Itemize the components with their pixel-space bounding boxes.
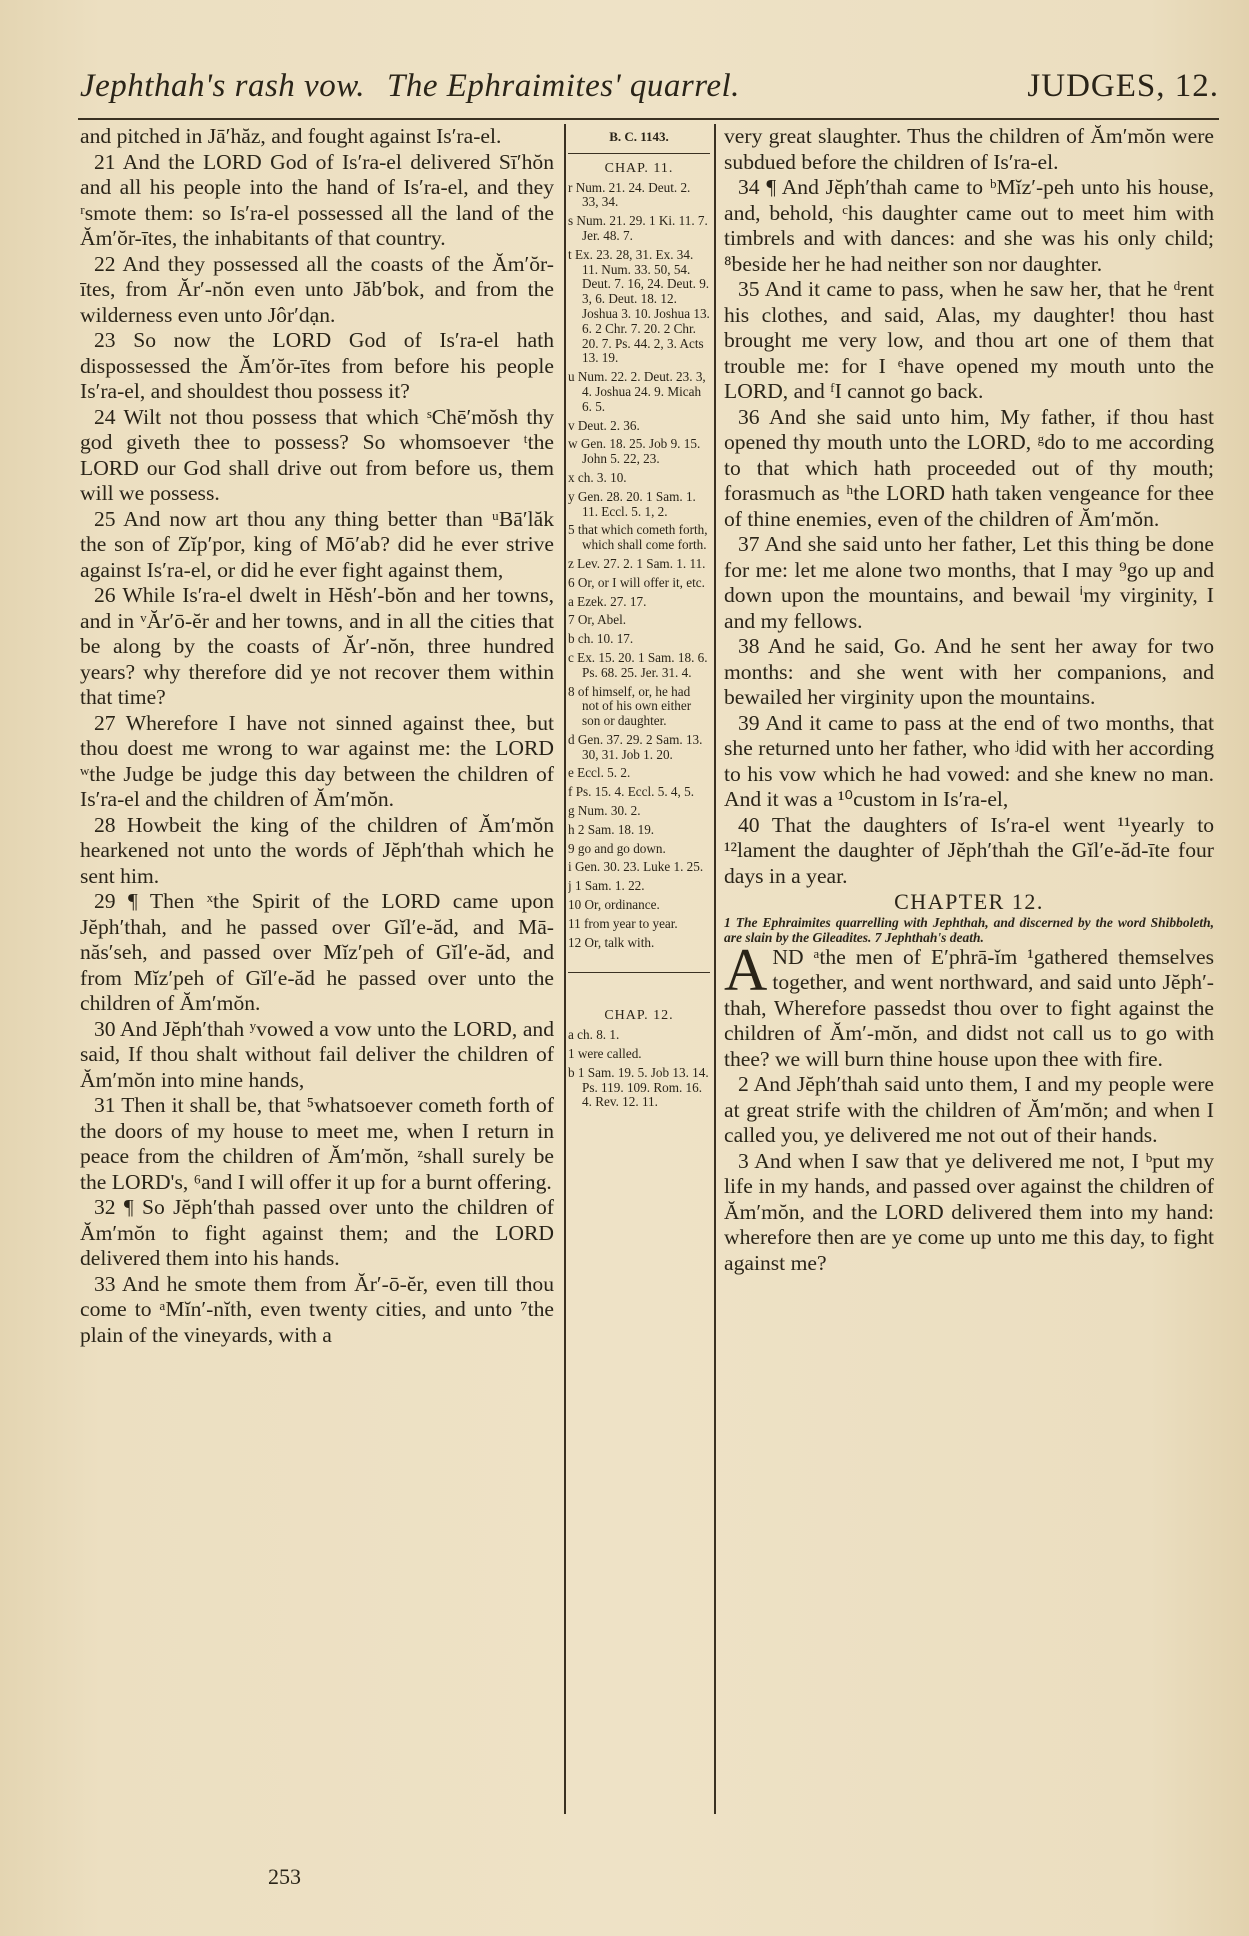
cross-reference: 9 go and go down. <box>568 840 666 856</box>
verse: 25 And now art thou any thing better than ᵘBā′lăk the son of Zĭp′por, king of Mō′ab? did he ever strive against Is′ra-el, or did he ever fight against them, <box>80 506 554 582</box>
verse: 3 And when I saw that ye delivered me not, I ᵇput my life in my hands, and passed over against the children of Ăm′mŏn, and the LORD delivered them into my hand: wherefore then are ye come up unto me this day, to fight against me? <box>724 1148 1214 1275</box>
cross-reference: j 1 Sam. 1. 22. <box>568 878 645 894</box>
cross-reference: w Gen. 18. 25. Job 9. 15. John 5. 22, 23. <box>568 436 701 467</box>
verse: 40 That the daughters of Is′ra-el went ¹¹yearly to ¹²lament the daughter of Jĕph′thah the Gĭl′e-ăd-īte four days in a year. <box>724 812 1214 888</box>
chapter-ref-divider <box>568 972 710 973</box>
page-number: 253 <box>268 1864 301 1889</box>
cross-reference: 11 from year to year. <box>568 915 678 931</box>
cross-reference: u Num. 22. 2. Deut. 23. 3, 4. Joshua 24. 9. Micah 6. 5. <box>568 369 706 414</box>
cross-reference: 5 that which cometh forth, which shall come forth. <box>568 522 708 553</box>
verse: 35 And it came to pass, when he saw her, that he ᵈrent his clothes, and said, Alas, my daughter! thou hast brought me very low, and thou art one of them that trouble me: for I ᵉhave opened my mouth unto the LORD, and ᶠI cannot go back. <box>724 277 1214 403</box>
header-topic-2: The Ephraimites' quarrel. <box>387 68 740 104</box>
verse: 23 So now the LORD God of Is′ra-el hath dispossessed the Ăm′ŏr-ītes from before his people Is′ra-el, and shouldest thou possess it? <box>80 328 554 403</box>
verse: 39 And it came to pass at the end of two months, that she returned unto her father, who ʲdid with her according to his vow which he had vowed: and she knew no man. And it was a ¹⁰custom in Is′ra-el, <box>724 710 1214 811</box>
verse: 29 ¶ Then ˣthe Spirit of the LORD came upon Jĕph′thah, and he passed over Gĭl′e-ăd, and Mā-năs′seh, and passed over Mĭz′peh of Gĭl′e-ăd, and from Mĭz′peh of Gĭl′e-ăd he passed over unto the children of Ăm′mŏn. <box>80 889 554 1015</box>
verse: 37 And she said unto her father, Let this thing be done for me: let me alone two months, that I may ⁹go up and down upon the mountains, and bewail ⁱmy virginity, I and my fellows. <box>724 532 1214 633</box>
cross-reference: h 2 Sam. 18. 19. <box>568 821 655 837</box>
cross-reference: 8 of himself, or, he had not of his own either son or daughter. <box>568 683 692 729</box>
verse: 38 And he said, Go. And he sent her away for two months: and she went with her companions, and bewailed her virginity upon the mountains. <box>724 634 1214 709</box>
cross-reference: a ch. 8. 1. <box>568 1027 620 1043</box>
column-divider-right <box>714 124 716 1814</box>
running-header <box>80 68 1219 116</box>
cross-reference: z Lev. 27. 2. 1 Sam. 1. 11. <box>568 555 706 571</box>
cross-reference: 7 Or, Abel. <box>568 612 627 628</box>
date-label: B. C. 1143. <box>609 129 669 144</box>
verse: 36 And she said unto him, My father, if thou hast opened thy mouth unto the LORD, ᵍdo to me according to that which hath proceeded out of thy mouth; forasmuch as ʰthe LORD hath taken vengeance for thee of thine enemies, even of the children of Ăm′mŏn. <box>724 404 1214 531</box>
verse: 28 Howbeit the king of the children of Ăm′mŏn hearkened not unto the words of Jĕph′thah which he sent him. <box>80 812 554 888</box>
chapter-opening-verse <box>724 936 1214 1073</box>
cross-reference: t Ex. 23. 28, 31. Ex. 34. 11. Num. 33. 50, 54. Deut. 7. 16, 24. Deut. 9. 3, 6. Deut. 18. 12. Joshua 3. 10. Joshua 13. 6. 2 Chr. 7. 20. 2 Chr. 20. 7. Ps. 44. 2, 3. Acts 13. 19. <box>568 246 710 366</box>
cross-reference: d Gen. 37. 29. 2 Sam. 13. 30, 31. Job 1. 20. <box>568 731 703 762</box>
right-text-column <box>724 124 1214 1864</box>
cross-reference-column <box>568 128 710 1818</box>
verse: 26 While Is′ra-el dwelt in Hĕsh′-bŏn and her towns, and in ᵛĂr′ō-ĕr and her towns, and in all the cities that be along by the coasts of Ăr′-nŏn, three hundred years? why therefore did ye not recover them within that time? <box>80 583 554 709</box>
header-topic-1: Jephthah's rash vow. <box>80 68 366 104</box>
verse: 34 ¶ And Jĕph′thah came to ᵇMĭz′-peh unto his house, and, behold, ᶜhis daughter came out to meet him with timbrels and with dances: and she was his only child; ⁸beside her he had neither son nor daughter. <box>724 175 1214 276</box>
drop-cap: A <box>724 936 768 1003</box>
cross-reference: 10 Or, ordinance. <box>568 897 660 913</box>
chapter-summary: 1 The Ephraimites quarrelling with Jephthah, and discerned by the word Shibboleth, are slain by the Gileadites. 7 Jephthah's death. <box>724 914 1214 945</box>
verse: 30 And Jĕph′thah ʸvowed a vow unto the LORD, and said, If thou shalt without fail deliver the children of Ăm′mŏn into mine hands, <box>80 1016 554 1092</box>
cross-reference: e Eccl. 5. 2. <box>568 765 631 781</box>
column-divider-left <box>564 124 566 1814</box>
date-rule <box>568 153 710 154</box>
verse: 32 ¶ So Jĕph′thah passed over unto the children of Ăm′mŏn to fight against them; and the LORD delivered them into his hands. <box>80 1195 554 1270</box>
chapter-heading: CHAPTER 12. <box>894 889 1044 914</box>
cross-reference: x ch. 3. 10. <box>568 469 627 485</box>
cross-reference: r Num. 21. 24. Deut. 2. 33, 34. <box>568 179 691 210</box>
cross-reference: c Ex. 15. 20. 1 Sam. 18. 6. Ps. 68. 25. Jer. 31. 4. <box>568 649 708 680</box>
cross-reference: b 1 Sam. 19. 5. Job 13. 14. Ps. 119. 109. Rom. 16. 4. Rev. 12. 11. <box>568 1064 709 1110</box>
cross-reference: i Gen. 30. 23. Luke 1. 25. <box>568 859 704 875</box>
verse: 2 And Jĕph′thah said unto them, I and my people were at great strife with the children of Ăm′mŏn; and when I called you, ye delivered me not out of their hands. <box>724 1072 1214 1147</box>
verse-1-text: ND ᵃthe men of E′phrā-ĭm ¹gathered themselves together, and went northward, and said unto Jĕph′-thah, Wherefore passedst thou over to fight against the children of Ăm′-mŏn, and didst not call us to go with thee? we will burn thine house upon thee with fire. <box>724 944 1214 1071</box>
cross-reference: y Gen. 28. 20. 1 Sam. 1. 11. Eccl. 5. 1, 2. <box>568 488 696 519</box>
header-topics <box>80 68 740 105</box>
cross-reference: 6 Or, or I will offer it, etc. <box>568 574 705 590</box>
chapter-11-ref-label: CHAP. 11. <box>604 160 674 176</box>
verse: 31 Then it shall be, that ⁵whatsoever cometh forth of the doors of my house to meet me, when I return in peace from the children of Ăm′mŏn, ᶻshall surely be the LORD's, ⁶and I will offer it up for a burnt offering. <box>80 1093 554 1194</box>
cross-reference: g Num. 30. 2. <box>568 803 641 819</box>
cross-reference: 1 were called. <box>568 1046 642 1062</box>
verse: 22 And they possessed all the coasts of the Ăm′ŏr-ītes, from Ăr′-nŏn even unto Jăb′bok, and from the wilderness even unto Jôr′dạn. <box>80 251 554 327</box>
header-book-chapter: JUDGES, 12. <box>1027 68 1219 104</box>
verse: 21 And the LORD God of Is′ra-el delivered Sī′hŏn and all his people into the hand of Is′ra-el, and they ʳsmote them: so Is′ra-el possessed all the land of the Ăm′ŏr-ītes, the inhabitants of that country. <box>80 149 554 250</box>
cross-reference: a Ezek. 27. 17. <box>568 593 647 609</box>
verse: 27 Wherefore I have not sinned against thee, but thou doest me wrong to war against me: the LORD ʷthe Judge be judge this day between the children of Is′ra-el and the children of Ăm′mŏn. <box>80 710 554 811</box>
cross-reference: v Deut. 2. 36. <box>568 417 640 433</box>
cross-reference: b ch. 10. 17. <box>568 631 634 647</box>
verse: 24 Wilt not thou possess that which ˢChē′mŏsh thy god giveth thee to possess? So whomsoever ᵗthe LORD our God shall drive out from before us, them will we possess. <box>80 404 554 505</box>
verse-continuation: very great slaughter. Thus the children of Ăm′mŏn were subdued before the children of Is′ra-el. <box>724 124 1214 174</box>
cross-reference: 12 Or, talk with. <box>568 934 655 950</box>
cross-reference: s Num. 21. 29. 1 Ki. 11. 7. Jer. 48. 7. <box>568 213 708 243</box>
left-text-column <box>80 124 554 1854</box>
cross-reference: f Ps. 15. 4. Eccl. 5. 4, 5. <box>568 784 695 800</box>
verse: 33 And he smote them from Ăr′-ō-ĕr, even till thou come to ᵃMĭn′-nĭth, even twenty cities, and unto ⁷the plain of the vineyards, with a <box>80 1271 554 1347</box>
verse-continuation: and pitched in Jā′hăz, and fought against Is′ra-el. <box>80 124 502 148</box>
chapter-12-ref-label: CHAP. 12. <box>604 1008 674 1024</box>
header-rule <box>78 118 1219 120</box>
